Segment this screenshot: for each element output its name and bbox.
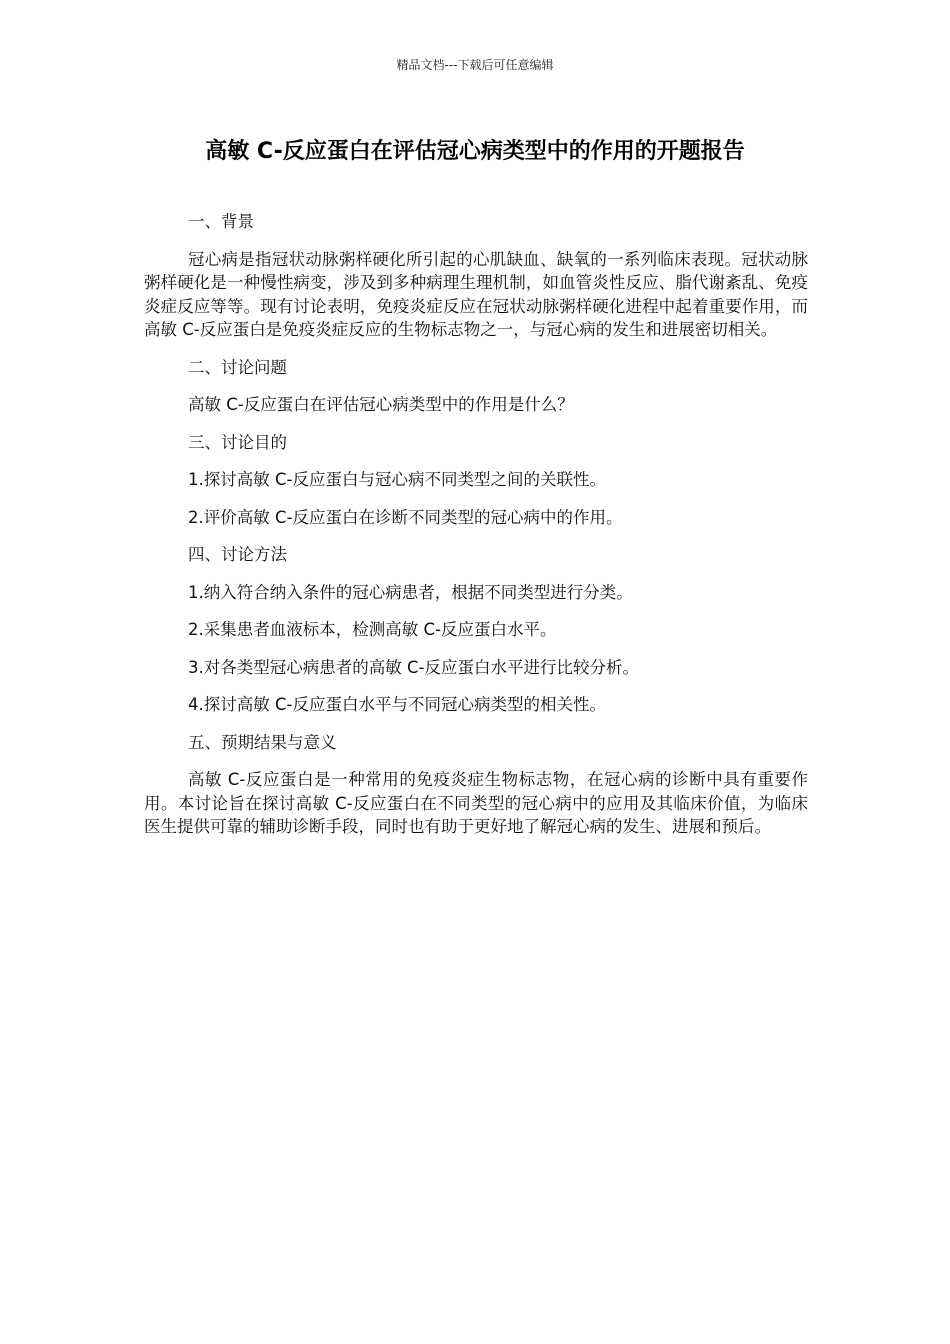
page-header: 精品文档---下载后可任意编辑 [396,58,554,72]
document-body [144,210,808,853]
objective-item-1: 1.探讨高敏 C-反应蛋白与冠心病不同类型之间的关联性。 [188,470,606,489]
section-heading-question: 二、讨论问题 [188,357,287,377]
section-heading-methods: 四、讨论方法 [188,545,287,564]
section-heading-background: 一、背景 [188,212,254,231]
objective-item-2: 2.评价高敏 C-反应蛋白在诊断不同类型的冠心病中的作用。 [188,507,623,527]
section-heading-objectives: 三、讨论目的 [188,432,287,452]
document-title: 高敏 C-反应蛋白在评估冠心病类型中的作用的开题报告 [205,139,745,164]
method-item-1: 1.纳入符合纳入条件的冠心病患者，根据不同类型进行分类。 [188,582,633,602]
method-item-4: 4.探讨高敏 C-反应蛋白水平与不同冠心病类型的相关性。 [188,695,606,714]
method-item-2: 2.采集患者血液标本，检测高敏 C-反应蛋白水平。 [188,620,557,639]
section-heading-expected-results: 五、预期结果与意义 [188,732,337,752]
paragraph-expected-results: 高敏 C-反应蛋白是一种常用的免疫炎症生物标志物，在冠心病的诊断中具有重要作用。本讨论旨在探讨高敏 C-反应蛋白在不同类型的冠心病中的应用及其临床价值，为临床医生提供可靠的辅助诊断手段，同时也有助于更好地了解冠心病的发生、进展和预后。 [144,770,808,836]
paragraph-background: 冠心病是指冠状动脉粥样硬化所引起的心肌缺血、缺氧的一系列临床表现。冠状动脉粥样硬化是一种慢性病变，涉及到多种病理生理机制，如血管炎性反应、脂代谢紊乱、免疫炎症反应等等。现有讨论表明，免疫炎症反应在冠状动脉粥样硬化进程中起着重要作用，而高敏 C-反应蛋白是免疫炎症反应的生物标志物之一，与冠心病的发生和进展密切相关。 [144,249,808,339]
paragraph-question: 高敏 C-反应蛋白在评估冠心病类型中的作用是什么？ [188,395,574,414]
method-item-3: 3.对各类型冠心病患者的高敏 C-反应蛋白水平进行比较分析。 [188,657,639,677]
